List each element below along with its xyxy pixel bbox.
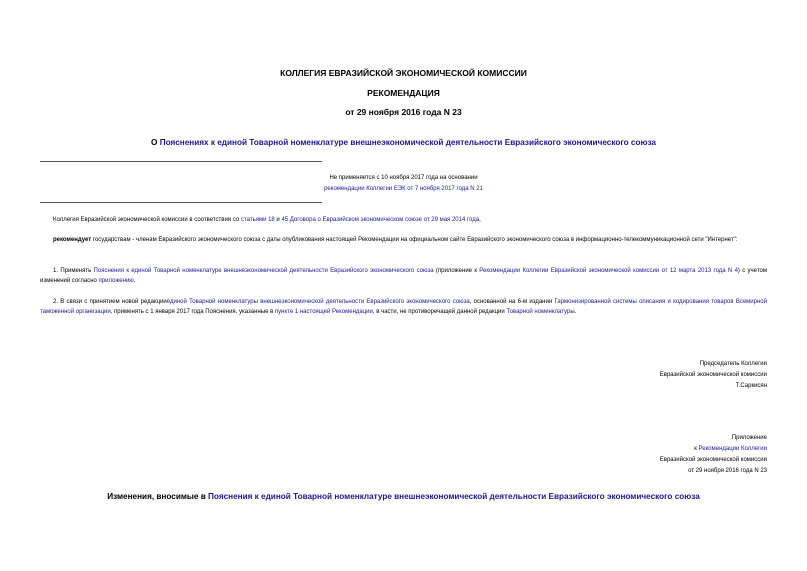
title-link[interactable]: Пояснениях к единой Товарной номенклатуре внешнеэкономической деятельности Евразийского экономического союза xyxy=(159,138,656,147)
link-nomenclature[interactable]: единой Товарной номенклатуры внешнеэкономической деятельности Евразийского экономического союза xyxy=(166,299,470,305)
status-note xyxy=(0,173,807,195)
divider-top xyxy=(40,161,322,162)
link-explanations[interactable]: Пояснения к единой Товарной номенклатуре внешнеэкономической деятельности Евразийского экономического союза xyxy=(93,268,434,274)
text: , xyxy=(479,217,481,223)
paragraph-item-2 xyxy=(40,297,767,317)
title-prefix: О xyxy=(151,138,160,147)
signature-line: Евразийской экономической комиссии xyxy=(659,372,767,378)
text: ) с учетом изменений согласно xyxy=(40,268,767,284)
note-line1: Не применяется с 10 ноября 2017 года на основании xyxy=(329,175,478,181)
text: (приложение к xyxy=(433,268,480,274)
header-org: КОЛЛЕГИЯ ЕВРАЗИЙСКОЙ ЭКОНОМИЧЕСКОЙ КОМИССИИ xyxy=(280,68,527,78)
link-explanations-footer[interactable]: Пояснения к единой Товарной номенклатуре внешнеэкономической деятельности Евразийского экономического союза xyxy=(208,492,700,501)
text: государствам - членам Евразийского экономического союза с даты опубликования настоящей Рекомендации на официальном сайте Евразийского экономического союза в информационно-телекоммуникационной сети "Интернет": xyxy=(91,237,738,243)
link-recommendation[interactable]: Рекомендации Коллегии xyxy=(698,446,767,452)
signature-name: Т.Саркисян xyxy=(735,383,767,389)
link-item-1[interactable]: пункте 1 настоящей Рекомендации xyxy=(274,309,373,315)
link-appendix[interactable]: приложению xyxy=(98,278,134,284)
paragraph-recommends xyxy=(40,235,767,245)
appendix-title xyxy=(0,492,807,501)
text: . xyxy=(133,278,136,284)
link-harmonized-system[interactable]: Гармонизированной системы описания и кодирования товаров Всемирной таможенной организации xyxy=(40,299,767,315)
text: 2. В связи с принятием новой редакции xyxy=(53,299,167,305)
link-commodity-nomenclature[interactable]: Товарной номенклатуры xyxy=(506,309,575,315)
appendix-block xyxy=(660,433,767,477)
text: Коллегия Евразийской экономической комиссии в соответствии со xyxy=(53,217,241,223)
appendix-line: от 29 ноября 2016 года N 23 xyxy=(688,468,767,474)
text: , в части, не противоречащей данной редакции xyxy=(372,309,507,315)
appendix-line: Евразийской экономической комиссии xyxy=(659,457,767,463)
text: , основанной на 6-м издании xyxy=(469,299,555,305)
document-title xyxy=(0,138,807,147)
note-link[interactable]: рекомендации Коллегии ЕЭК от 7 ноября 2017 года N 21 xyxy=(324,186,483,192)
text: Изменения, вносимые в xyxy=(107,492,209,501)
link-treaty[interactable]: 45 Договора о Евразийском экономическом союзе от 29 мая 2014 года xyxy=(281,217,480,223)
paragraph-preamble xyxy=(40,215,767,225)
text: к xyxy=(694,446,699,452)
text: и xyxy=(274,217,282,223)
signature-line: Председатель Коллегии xyxy=(699,361,767,367)
appendix-line: Приложение xyxy=(731,435,767,441)
text: . xyxy=(574,309,577,315)
header-doc-type: РЕКОМЕНДАЦИЯ xyxy=(367,88,440,98)
link-article-18[interactable]: статьями 18 xyxy=(240,217,275,223)
recommends-keyword: рекомендует xyxy=(53,237,92,243)
link-recommendation-4[interactable]: Рекомендации Коллегии Евразийской экономической комиссии от 12 марта 2013 года N 4 xyxy=(479,268,738,274)
paragraph-item-1 xyxy=(40,266,767,286)
text: 1. Применять xyxy=(53,268,94,274)
signature-block xyxy=(660,359,767,392)
header-date: от 29 ноября 2016 года N 23 xyxy=(345,107,462,117)
text: , применять с 1 января 2017 года Пояснения, указанные в xyxy=(110,309,275,315)
divider-bottom xyxy=(40,202,322,203)
